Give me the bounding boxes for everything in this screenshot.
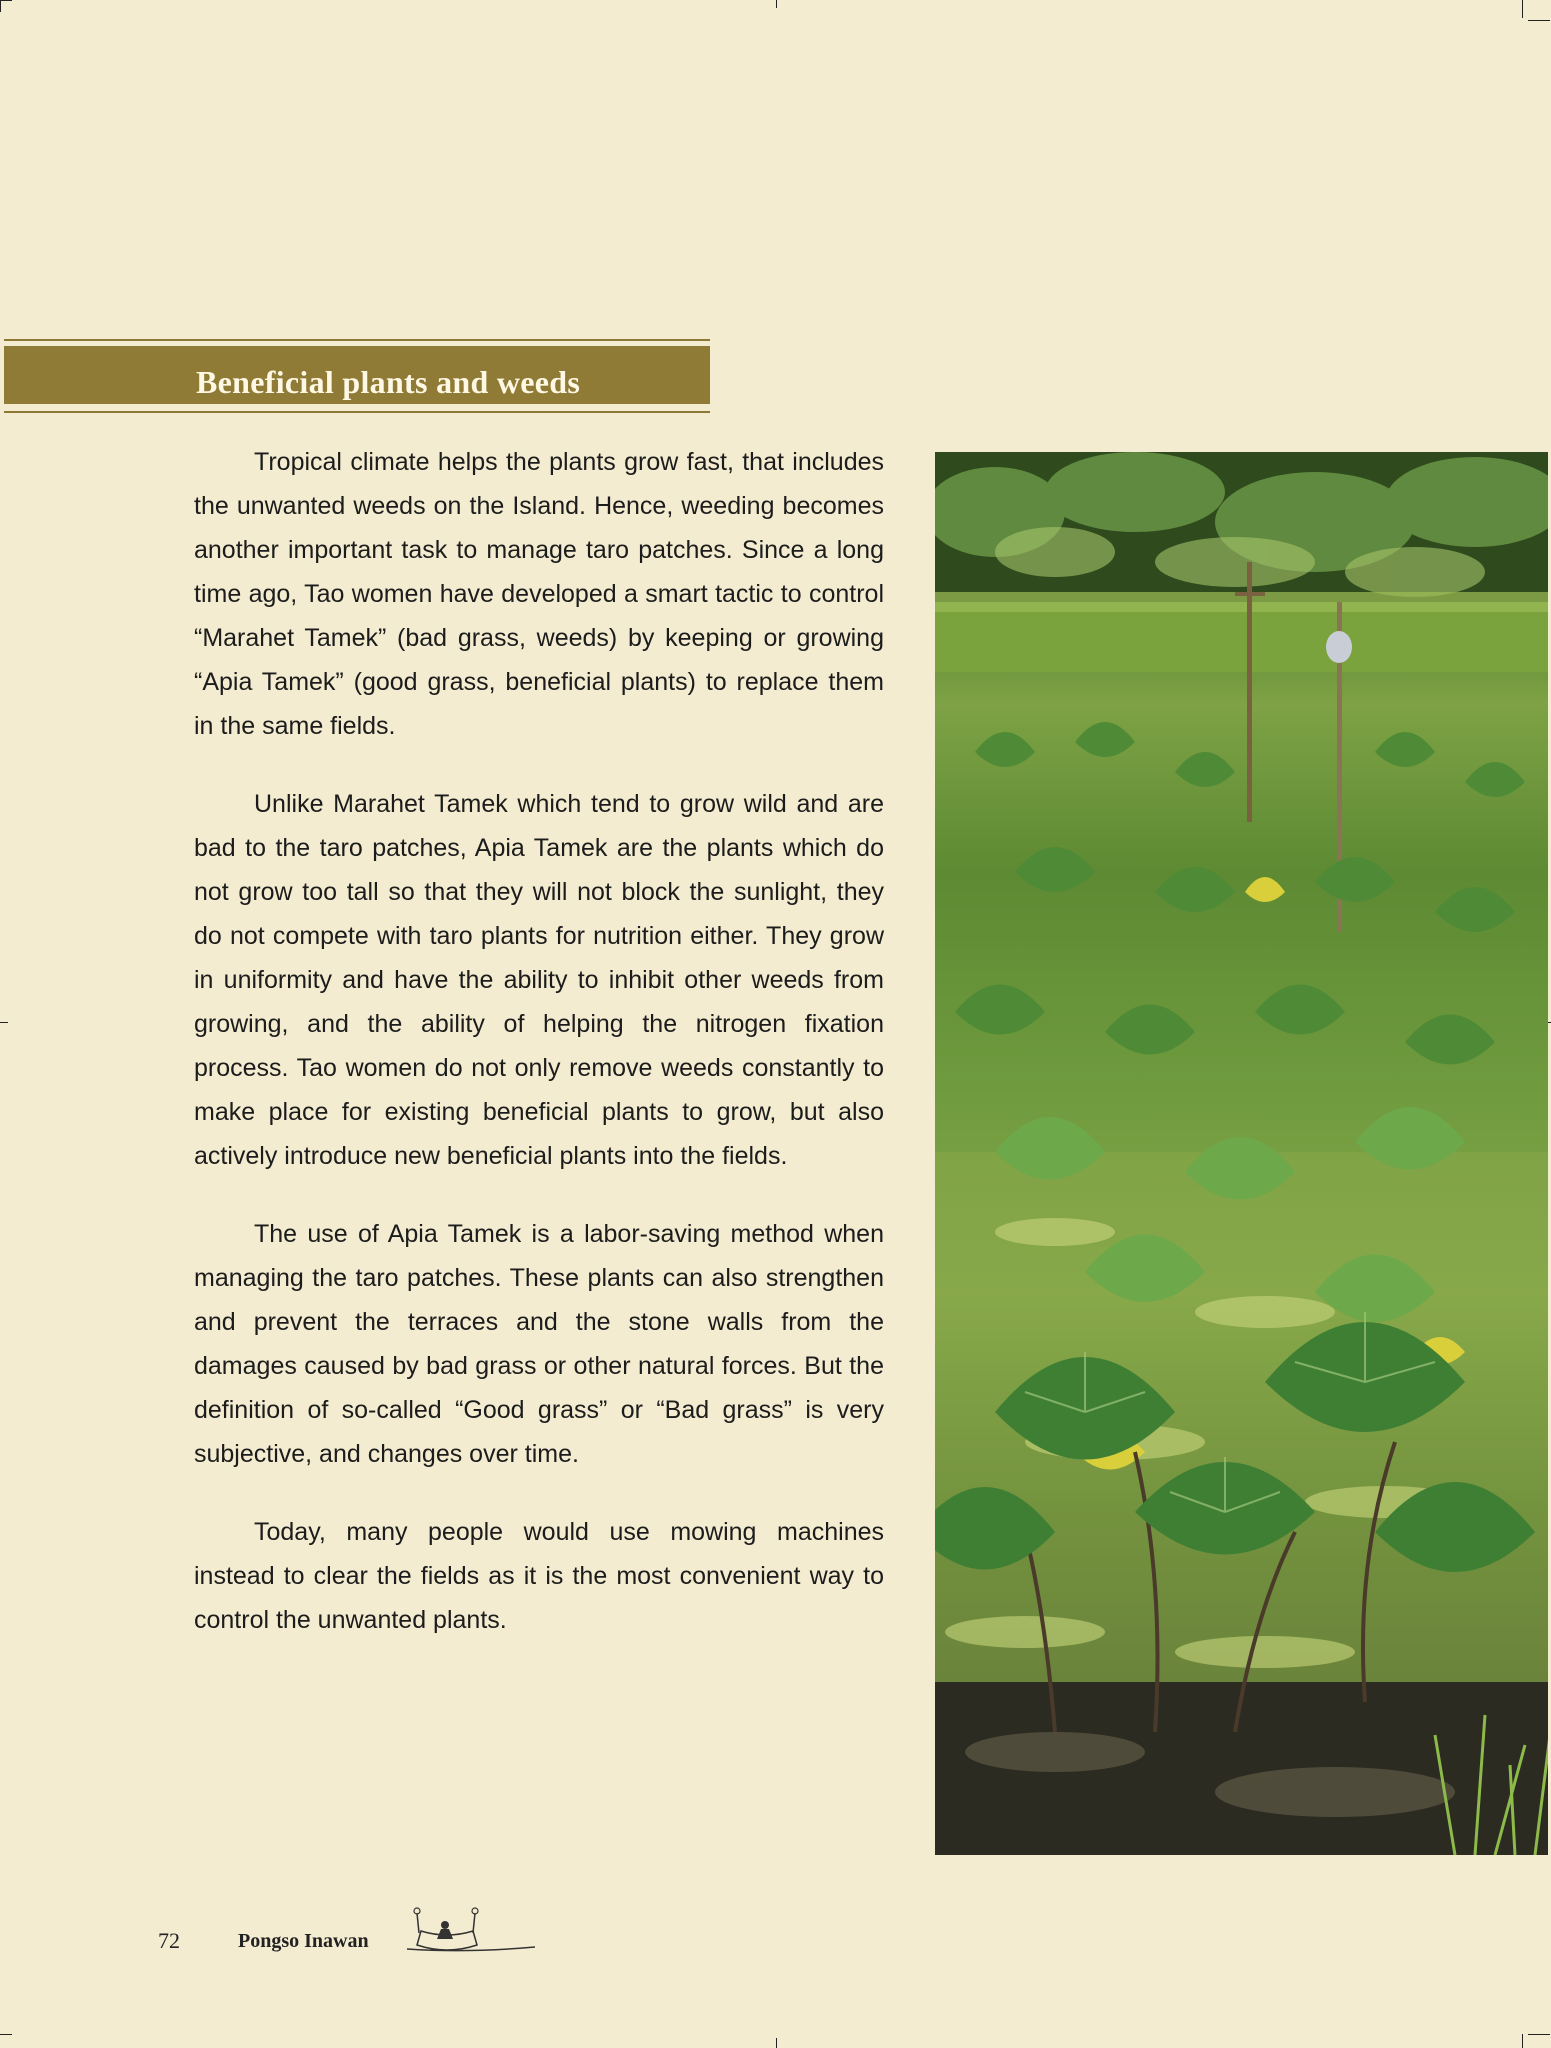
- crop-mark: [0, 2034, 12, 2035]
- crop-mark: [776, 2038, 777, 2048]
- section-heading-band: [4, 339, 710, 418]
- paragraph-3: The use of Apia Tamek is a labor-saving method when managing the taro patches. These plants can also strengthen and prevent the terraces and the stone walls from the damages caused by bad grass or other natural forces. But the definition of so-called “Good grass” or “Bad grass” is very subjective, and changes over time.: [194, 1220, 884, 1468]
- paragraph-1: Tropical climate helps the plants grow fast, that includes the unwanted weeds on the Island. Hence, weeding becomes another important task to manage taro patches. Since a long time ago, Tao women have developed a smart tactic to control “Marahet Tamek” (bad grass, weeds) by keeping or growing “Apia Tamek” (good grass, beneficial plants) to replace them in the same fields.: [194, 448, 884, 740]
- section-title: Beneficial plants and weeds: [196, 364, 581, 400]
- book-title: Pongso Inawan: [238, 1930, 369, 1952]
- article-body: [194, 440, 884, 1676]
- crop-mark: [0, 0, 1, 12]
- taro-field-illustration: [935, 452, 1548, 1855]
- paragraph-2: Unlike Marahet Tamek which tend to grow wild and are bad to the taro patches, Apia Tamek are the plants which do not grow too tall so that they will not block the sunlight, they do not compete with taro plants for nutrition either. They grow in uniformity and have the ability to inhibit other weeds from growing, and the ability of helping the nitrogen fixation process. Tao women do not only remove weeds constantly to make place for existing beneficial plants to grow, but also actively introduce new beneficial plants into the fields.: [194, 790, 884, 1170]
- crop-mark: [1522, 2034, 1523, 2048]
- taro-field-photo: [935, 452, 1548, 1855]
- paragraph-4: Today, many people would use mowing machines instead to clear the fields as it is the most convenient way to control the unwanted plants.: [194, 1518, 884, 1634]
- crop-mark: [0, 1022, 8, 1023]
- crop-mark: [0, 0, 12, 1]
- canoe-logo-icon: [405, 1905, 535, 1955]
- heading-rule-top: [4, 339, 710, 341]
- heading-rule-bottom: [4, 411, 710, 413]
- crop-mark: [1528, 20, 1550, 21]
- crop-mark: [1522, 0, 1523, 18]
- crop-mark: [776, 0, 777, 8]
- page-number: 72: [158, 1928, 180, 1953]
- crop-mark: [1528, 2034, 1550, 2035]
- heading-bar: [4, 346, 710, 404]
